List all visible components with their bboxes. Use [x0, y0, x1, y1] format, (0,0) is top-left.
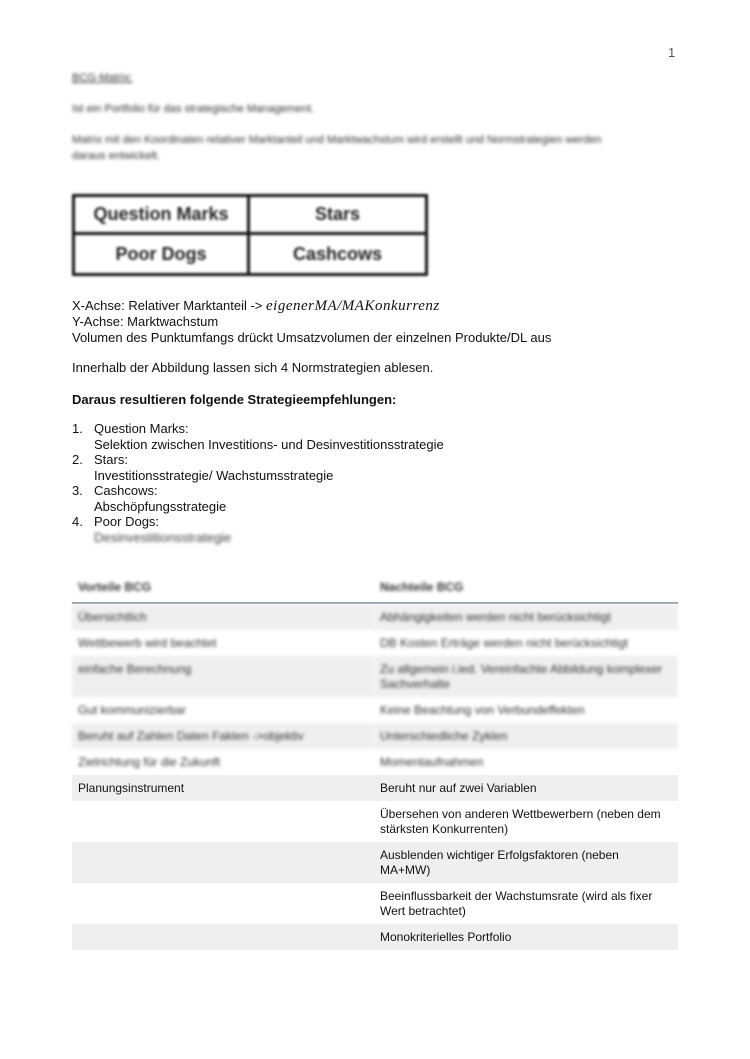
section-title: BCG-Matrix:: [72, 72, 133, 84]
matrix-question-marks: Question Marks: [75, 197, 250, 235]
pro-cell: Beruht auf Zahlen Daten Fakten ->objektiv: [72, 723, 374, 749]
pro-cell: einfache Berechnung: [72, 656, 374, 697]
strategy-item: [72, 452, 444, 483]
table-row: [72, 630, 678, 656]
strategy-description: Investitionsstrategie/ Wachstumsstrategie: [94, 467, 334, 483]
pro-cell: Übersichtlich: [72, 603, 374, 630]
con-cell: DB Kosten Erträge werden nicht berücksichtigt: [380, 636, 629, 650]
pro-cell: Gut kommunizierbar: [78, 703, 187, 717]
strategy-number: 2.: [72, 452, 83, 467]
y-axis-label: Y-Achse: Marktwachstum: [72, 314, 219, 329]
table-row: [72, 775, 678, 801]
strategy-description: Selektion zwischen Investitions- und Desinvestitionsstrategie: [94, 436, 444, 452]
con-cell: Abhängigkeiten werden nicht berücksichtigt: [374, 603, 678, 630]
strategy-list: [72, 421, 444, 545]
axis-description: [72, 298, 551, 346]
pro-cell: [72, 924, 374, 950]
strategy-description: Desinvestitionsstrategie: [94, 529, 232, 545]
intro-line-1: Ist ein Portfolio für das strategische Management.: [72, 103, 315, 115]
strategy-item: [72, 421, 444, 452]
intro-line-2: Matrix mit den Koordinaten relativer Marktanteil und Marktwachstum wird erstellt und Normstrategien werden daraus entwickelt.: [72, 134, 602, 162]
table-row: [72, 697, 678, 723]
strategy-number: 3.: [72, 483, 83, 498]
table-row: [72, 842, 678, 883]
table-row: [72, 749, 678, 775]
con-cell: Momentaufnahmen: [380, 755, 484, 769]
x-axis-line: [72, 298, 551, 314]
matrix-poor-dogs: Poor Dogs: [75, 235, 250, 273]
table-row: [72, 723, 678, 749]
strategy-name: Question Marks:: [94, 421, 189, 436]
strategy-name: Cashcows:: [94, 483, 158, 498]
matrix-stars: Stars: [250, 197, 425, 235]
con-cell: Unterschiedliche Zyklen: [374, 723, 678, 749]
table-row: [72, 924, 678, 950]
table-row: [72, 883, 678, 924]
pro-cell: Zielrichtung für die Zukunft: [78, 755, 221, 769]
x-axis-formula: eigenerMA/MAKonkurrenz: [266, 298, 440, 314]
con-cell: Monokriterielles Portfolio: [374, 924, 678, 950]
normstrategies-note: Innerhalb der Abbildung lassen sich 4 Normstrategien ablesen.: [72, 360, 434, 375]
volume-note: Volumen des Punktumfangs drückt Umsatzvolumen der einzelnen Produkte/DL aus: [72, 330, 552, 345]
table-row: [72, 656, 678, 697]
recommendations-heading: Daraus resultieren folgende Strategieempfehlungen:: [72, 392, 397, 407]
strategy-name: Poor Dogs:: [94, 514, 160, 529]
cons-header: Nachteile BCG: [374, 576, 678, 603]
con-cell: Übersehen von anderen Wettbewerbern (neben dem stärksten Konkurrenten): [380, 807, 661, 836]
con-cell: Keine Beachtung von Verbundeffekten: [380, 703, 585, 717]
table-row: [72, 801, 678, 842]
strategy-item: [72, 483, 444, 514]
bcg-matrix: [72, 194, 428, 276]
x-axis-label: X-Achse: Relativer Marktanteil ->: [72, 298, 263, 313]
pros-cons-table: [72, 576, 678, 950]
con-cell: Beeinflussbarkeit der Wachstumsrate (wird als fixer Wert betrachtet): [380, 889, 653, 918]
pro-cell: [72, 842, 374, 883]
table-header-row: [72, 576, 678, 603]
strategy-number: 1.: [72, 421, 83, 436]
page-number: 1: [668, 45, 676, 60]
strategy-number: 4.: [72, 514, 83, 529]
con-cell: Zu allgemein i.ied. Vereinfachte Abbildung komplexer Sachverhalte: [374, 656, 678, 697]
pro-cell: [72, 883, 374, 924]
matrix-cashcows: Cashcows: [292, 243, 383, 264]
strategy-description: Abschöpfungsstrategie: [94, 498, 227, 514]
strategy-name: Stars:: [94, 452, 128, 467]
table-row: [72, 603, 678, 630]
pro-cell: [72, 801, 374, 842]
con-cell: Beruht nur auf zwei Variablen: [374, 775, 678, 801]
pros-header: Vorteile BCG: [72, 576, 374, 603]
con-cell: Ausblenden wichtiger Erfolgsfaktoren (neben MA+MW): [374, 842, 678, 883]
strategy-item: [72, 514, 444, 545]
pro-cell: Wettbewerb wird beachtet: [78, 636, 217, 650]
pro-cell: Planungsinstrument: [72, 775, 374, 801]
